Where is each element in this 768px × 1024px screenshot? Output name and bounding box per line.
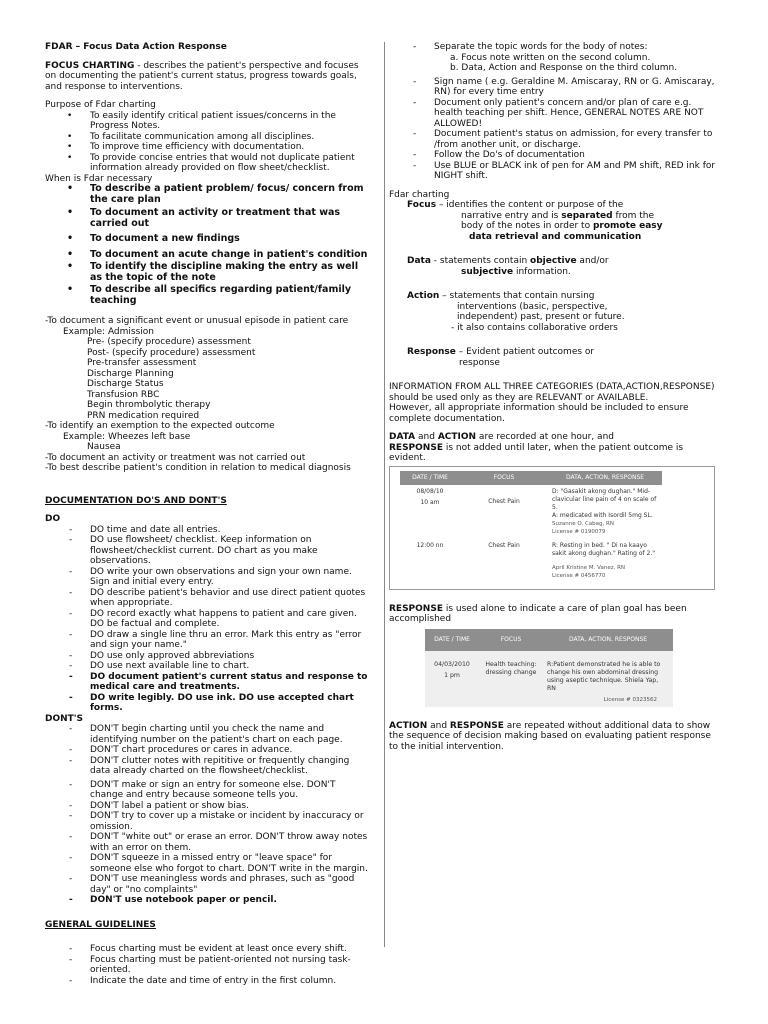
list-item: Transfusion RBC	[87, 389, 160, 400]
list-item: Pre-transfer assessment	[87, 358, 197, 368]
table-header: DATE / TIME	[400, 471, 460, 485]
repeated-text: are repeated without additional data to show the sequence of decision making based on evaluating patient response to the initial intervention.	[389, 720, 711, 752]
list-item: - DO use only approved abbreviations	[45, 651, 370, 662]
focus-text: – identifies the content or purpose of the	[436, 200, 624, 210]
purpose-heading: Purpose of Fdar charting	[45, 100, 156, 110]
license-number: License # 0456770	[552, 572, 606, 579]
list-item: - DO write your own observations and sign your own name. Sign and initial every entry.	[45, 567, 370, 588]
table-header: DATA, ACTION, RESPONSE	[548, 471, 662, 485]
fdar-charting-section	[389, 190, 719, 369]
list-item: - Focus charting must be evident at least once every shift.	[45, 944, 370, 955]
focus-promote: promote easy	[592, 221, 663, 231]
table-cell: Chest Pain	[488, 541, 520, 549]
data-objective: objective	[530, 256, 577, 266]
table-cell	[548, 485, 662, 539]
list-item: - DON'T begin charting until you check the name and identifying number on the patient's chart on each page.	[45, 724, 370, 745]
list-item: • To describe all specifics regarding patient/family teaching	[45, 285, 370, 306]
list-item: • To describe a patient problem/ focus/ concern from the care plan	[45, 184, 370, 205]
table-header: FOCUS	[460, 471, 548, 485]
list-item: • To facilitate communication among all disciplines.	[45, 132, 370, 143]
table-cell: Health teaching: dressing change	[485, 660, 537, 676]
table-cell	[425, 651, 479, 707]
list-item: - DO time and date all entries.	[45, 525, 370, 536]
focus-charting-definition: - describes the patient's perspective and focuses on documenting the patient's current status, progress towards goals, and response to interventions.	[45, 60, 359, 92]
admission-list	[45, 337, 370, 421]
response-entry: R:Patient demonstrated he is able to change his own abdominal dressing using aseptic technique. Shiela Yap, RN	[547, 660, 661, 692]
date-text: 08/08/10	[416, 487, 444, 495]
document-title: FDAR – Focus Data Action Response	[45, 42, 227, 52]
example-table-2-frame	[389, 629, 719, 707]
list-item: - DON'T squeeze in a missed entry or "leave space" for someone else who forgot to chart. DON'T write in the margin.	[45, 853, 370, 874]
table-header-row	[425, 629, 673, 651]
list-item: Discharge Status	[87, 379, 164, 389]
list-item: PRN medication required	[87, 410, 200, 421]
list-item: - DO use flowsheet/ checklist. Keep information on flowsheet/checklist current. DO chart as you make observations.	[45, 535, 370, 567]
action-label: Action	[407, 291, 440, 301]
table-row	[425, 651, 673, 707]
data-text: and/or	[576, 256, 609, 266]
and-word: and	[415, 432, 438, 442]
list-item: • To provide concise entries that would not duplicate patient information already provided on flow sheet/checklist.	[45, 153, 370, 174]
example-table-1	[400, 471, 662, 583]
response-not-added	[389, 443, 719, 464]
focus-separated: separated	[561, 210, 613, 221]
exemption-line: -To identify an exemption to the expected outcome	[45, 421, 275, 431]
when-heading: When is Fdar necessary	[45, 173, 153, 184]
list-item: - DON'T use meaningless words and phrases, such as "good day" or "no complaints"	[45, 874, 370, 895]
and-word: and	[427, 720, 450, 731]
time-text: 10 am	[420, 498, 440, 506]
table-header: FOCUS	[479, 629, 543, 651]
list-item: - DON'T label a patient or show bias.	[45, 801, 370, 812]
response-label: Response	[407, 347, 456, 357]
list-item: - DO draw a single line thru an error. Mark this entry as "error and sign your name."	[45, 630, 370, 651]
response-alone-text	[389, 604, 719, 625]
data-subjective: subjective	[461, 266, 514, 277]
signature: Suzanne O. Cabag, RN	[552, 520, 614, 527]
list-item: • To document an acute change in patient's condition	[45, 250, 370, 261]
action-line4: - it also contains collaborative orders	[451, 322, 618, 333]
fdar-heading: Fdar charting	[389, 189, 450, 200]
info-all-three: INFORMATION FROM ALL THREE CATEGORIES (DATA,ACTION,RESPONSE) should be used only as they are RELEVANT or AVAILABLE.	[389, 382, 715, 403]
do-list	[45, 525, 370, 714]
list-item: Pre- (specify procedure) assessment	[87, 337, 251, 347]
do-heading: DO	[45, 514, 61, 524]
table-header: DATE / TIME	[425, 629, 479, 651]
table-cell	[543, 651, 673, 707]
data-entry: D: "Gasakit akong dughan." Mid-clavicular line pain of 4 on scale of 5.	[552, 487, 657, 511]
general-guidelines-heading: GENERAL GUIDELINES	[45, 919, 156, 930]
data-word: DATA	[389, 432, 416, 442]
list-item: - DON'T make or sign an entry for someone else. DON'T change and entry because someone tells you.	[45, 780, 370, 801]
list-item: - DO record exactly what happens to patient and care given. DO be factual and complete.	[45, 609, 370, 630]
list-item: - Document patient's status on admission, for every transfer to /from another unit, or discharge.	[389, 129, 719, 150]
license-number: License # 0323562	[603, 696, 657, 703]
best-describe-line: -To best describe patient's condition in relation to medical diagnosis	[45, 463, 351, 473]
license-number: License # 0190079	[552, 528, 606, 535]
action-text: – statements that contain nursing	[439, 291, 595, 301]
list-item: - DON'T try to cover up a mistake or incident by inaccuracy or omission.	[45, 811, 370, 832]
list-item: - Indicate the date and time of entry in the first column.	[45, 976, 370, 987]
response-word: RESPONSE	[389, 603, 443, 614]
list-item: • To document an activity or treatment that was carried out	[45, 208, 370, 229]
focus-text: body of the notes in order to	[461, 221, 593, 231]
list-item: - Sign name ( e.g. Geraldine M. Amiscaray, RN or G. Amiscaray, RN) for every time entry	[389, 77, 719, 98]
list-item: - Focus charting must be patient-oriented not nursing task-oriented.	[45, 955, 370, 976]
action-entry: A: medicated with Isordil 5mg SL.	[552, 511, 653, 519]
list-item: - Document only patient's concern and/or plan of care e.g. health teaching per shift. Hence, GENERAL NOTES ARE NOT ALLOWED!	[389, 98, 719, 130]
table-cell	[400, 485, 460, 539]
list-item: - DO use next available line to chart.	[45, 661, 370, 672]
action-word: ACTION	[389, 720, 428, 731]
list-item: - DO write legibly. DO use ink. DO use accepted chart forms.	[45, 693, 370, 714]
not-carried-line: -To document an activity or treatment was not carried out	[45, 452, 306, 463]
time-text: 1 pm	[444, 671, 460, 679]
nausea-text: Nausea	[87, 442, 121, 452]
however-text: However, all appropriate information should be included to ensure complete documentation.	[389, 403, 689, 424]
response-alone-body: is used alone to indicate a care of plan goal has been accomplished	[389, 603, 687, 624]
list-item: - DON'T use notebook paper or pencil.	[45, 895, 370, 906]
table-cell: Chest Pain	[488, 497, 520, 505]
list-item: - DO describe patient's behavior and use direct patient quotes when appropriate.	[45, 588, 370, 609]
list-item: - Use BLUE or BLACK ink of pen for AM and PM shift, RED ink for NIGHT shift.	[389, 161, 719, 182]
separate-b: b. Data, Action and Response on the third column.	[450, 63, 678, 73]
table-row	[400, 485, 662, 539]
significant-event-line: -To document a significant event or unusual episode in patient care	[45, 316, 349, 326]
data-text: information.	[513, 266, 571, 277]
action-line2: interventions (basic, perspective,	[457, 301, 608, 312]
action-line3: independent) past, present or future.	[457, 312, 625, 322]
dont-list	[45, 724, 370, 906]
list-item: • To document a new findings	[45, 234, 370, 245]
example-table-2	[425, 629, 673, 707]
example-wheezes: Example: Wheezes left base	[63, 431, 191, 442]
focus-label: Focus	[407, 200, 437, 210]
dos-donts-heading: DOCUMENTATION DO'S AND DONT'S	[45, 495, 227, 506]
list-item: • To easily identify critical patient issues/concerns in the Progress Notes.	[45, 111, 370, 132]
data-label: Data	[407, 256, 431, 266]
list-item: Discharge Planning	[87, 368, 174, 379]
response-entry: R: Resting in bed. " Di na kaayo sakit akong dughan." Rating of 2."	[552, 541, 656, 557]
recorded-text: are recorded at one hour, and	[476, 432, 614, 442]
table-cell: 12:00 nn	[416, 541, 444, 549]
table-header-row	[400, 471, 662, 485]
focus-text: narrative entry and is	[461, 210, 562, 221]
list-item: Begin thrombolytic therapy	[87, 400, 211, 410]
list-item: - DON'T "white out" or erase an error. DON'T throw away notes with an error on them.	[45, 832, 370, 853]
list-item	[389, 42, 719, 74]
response-word: RESPONSE	[449, 720, 504, 731]
purpose-list	[45, 111, 370, 174]
column-divider	[384, 42, 385, 947]
separate-a: a. Focus note written on the second column.	[450, 52, 651, 63]
focus-text: from the	[612, 210, 655, 221]
data-definition-line2	[389, 267, 719, 278]
not-added-text: is not added until later, when the patient outcome is evident.	[389, 442, 684, 463]
list-item: Post- (specify procedure) assessment	[87, 347, 256, 358]
when-list	[45, 184, 370, 306]
signature: April Kristine M. Vanez, RN	[552, 564, 626, 571]
focus-definition-line2	[389, 211, 719, 222]
right-column	[389, 42, 719, 752]
data-definition	[389, 256, 719, 267]
focus-definition	[389, 200, 719, 211]
list-item: - Follow the Do's of documentation	[389, 150, 719, 161]
general-guidelines-list	[45, 944, 370, 986]
action-word: ACTION	[437, 432, 477, 442]
table-header: DATA, ACTION, RESPONSE	[543, 629, 673, 651]
separate-line: Separate the topic words for the body of notes:	[434, 42, 648, 52]
data-text: - statements contain	[430, 256, 531, 266]
dont-heading: DONT'S	[45, 713, 84, 724]
list-item: • To improve time efficiency with documentation.	[45, 142, 370, 153]
example-admission: Example: Admission	[63, 326, 155, 337]
date-text: 04/03/2010	[434, 660, 470, 668]
table-cell	[548, 539, 662, 583]
action-response-repeated	[389, 721, 719, 753]
list-item: - DON'T chart procedures or cares in advance.	[45, 745, 370, 756]
table-row	[400, 539, 662, 583]
guidelines-continued-list	[389, 42, 719, 182]
response-definition	[389, 347, 719, 358]
action-definition	[389, 291, 719, 302]
list-item: - DO document patient's current status and response to medical care and treatments.	[45, 672, 370, 693]
focus-definition-line3	[389, 221, 719, 232]
response-word: RESPONSE	[389, 442, 443, 453]
list-item: • To identify the discipline making the entry as well as the topic of the note	[45, 262, 370, 283]
focus-data-retrieval: data retrieval and communication	[469, 231, 642, 242]
left-column	[45, 42, 370, 986]
example-table-1-frame	[389, 466, 715, 590]
focus-charting-term: FOCUS CHARTING	[45, 60, 135, 71]
response-text: – Evident patient outcomes or	[455, 347, 595, 357]
focus-charting-paragraph	[45, 61, 370, 93]
list-item: - DON'T clutter notes with repititive or frequently changing data already charted on the flowsheet/checklist.	[45, 756, 370, 777]
data-action-recorded	[389, 432, 719, 443]
response-line2: response	[459, 357, 500, 368]
